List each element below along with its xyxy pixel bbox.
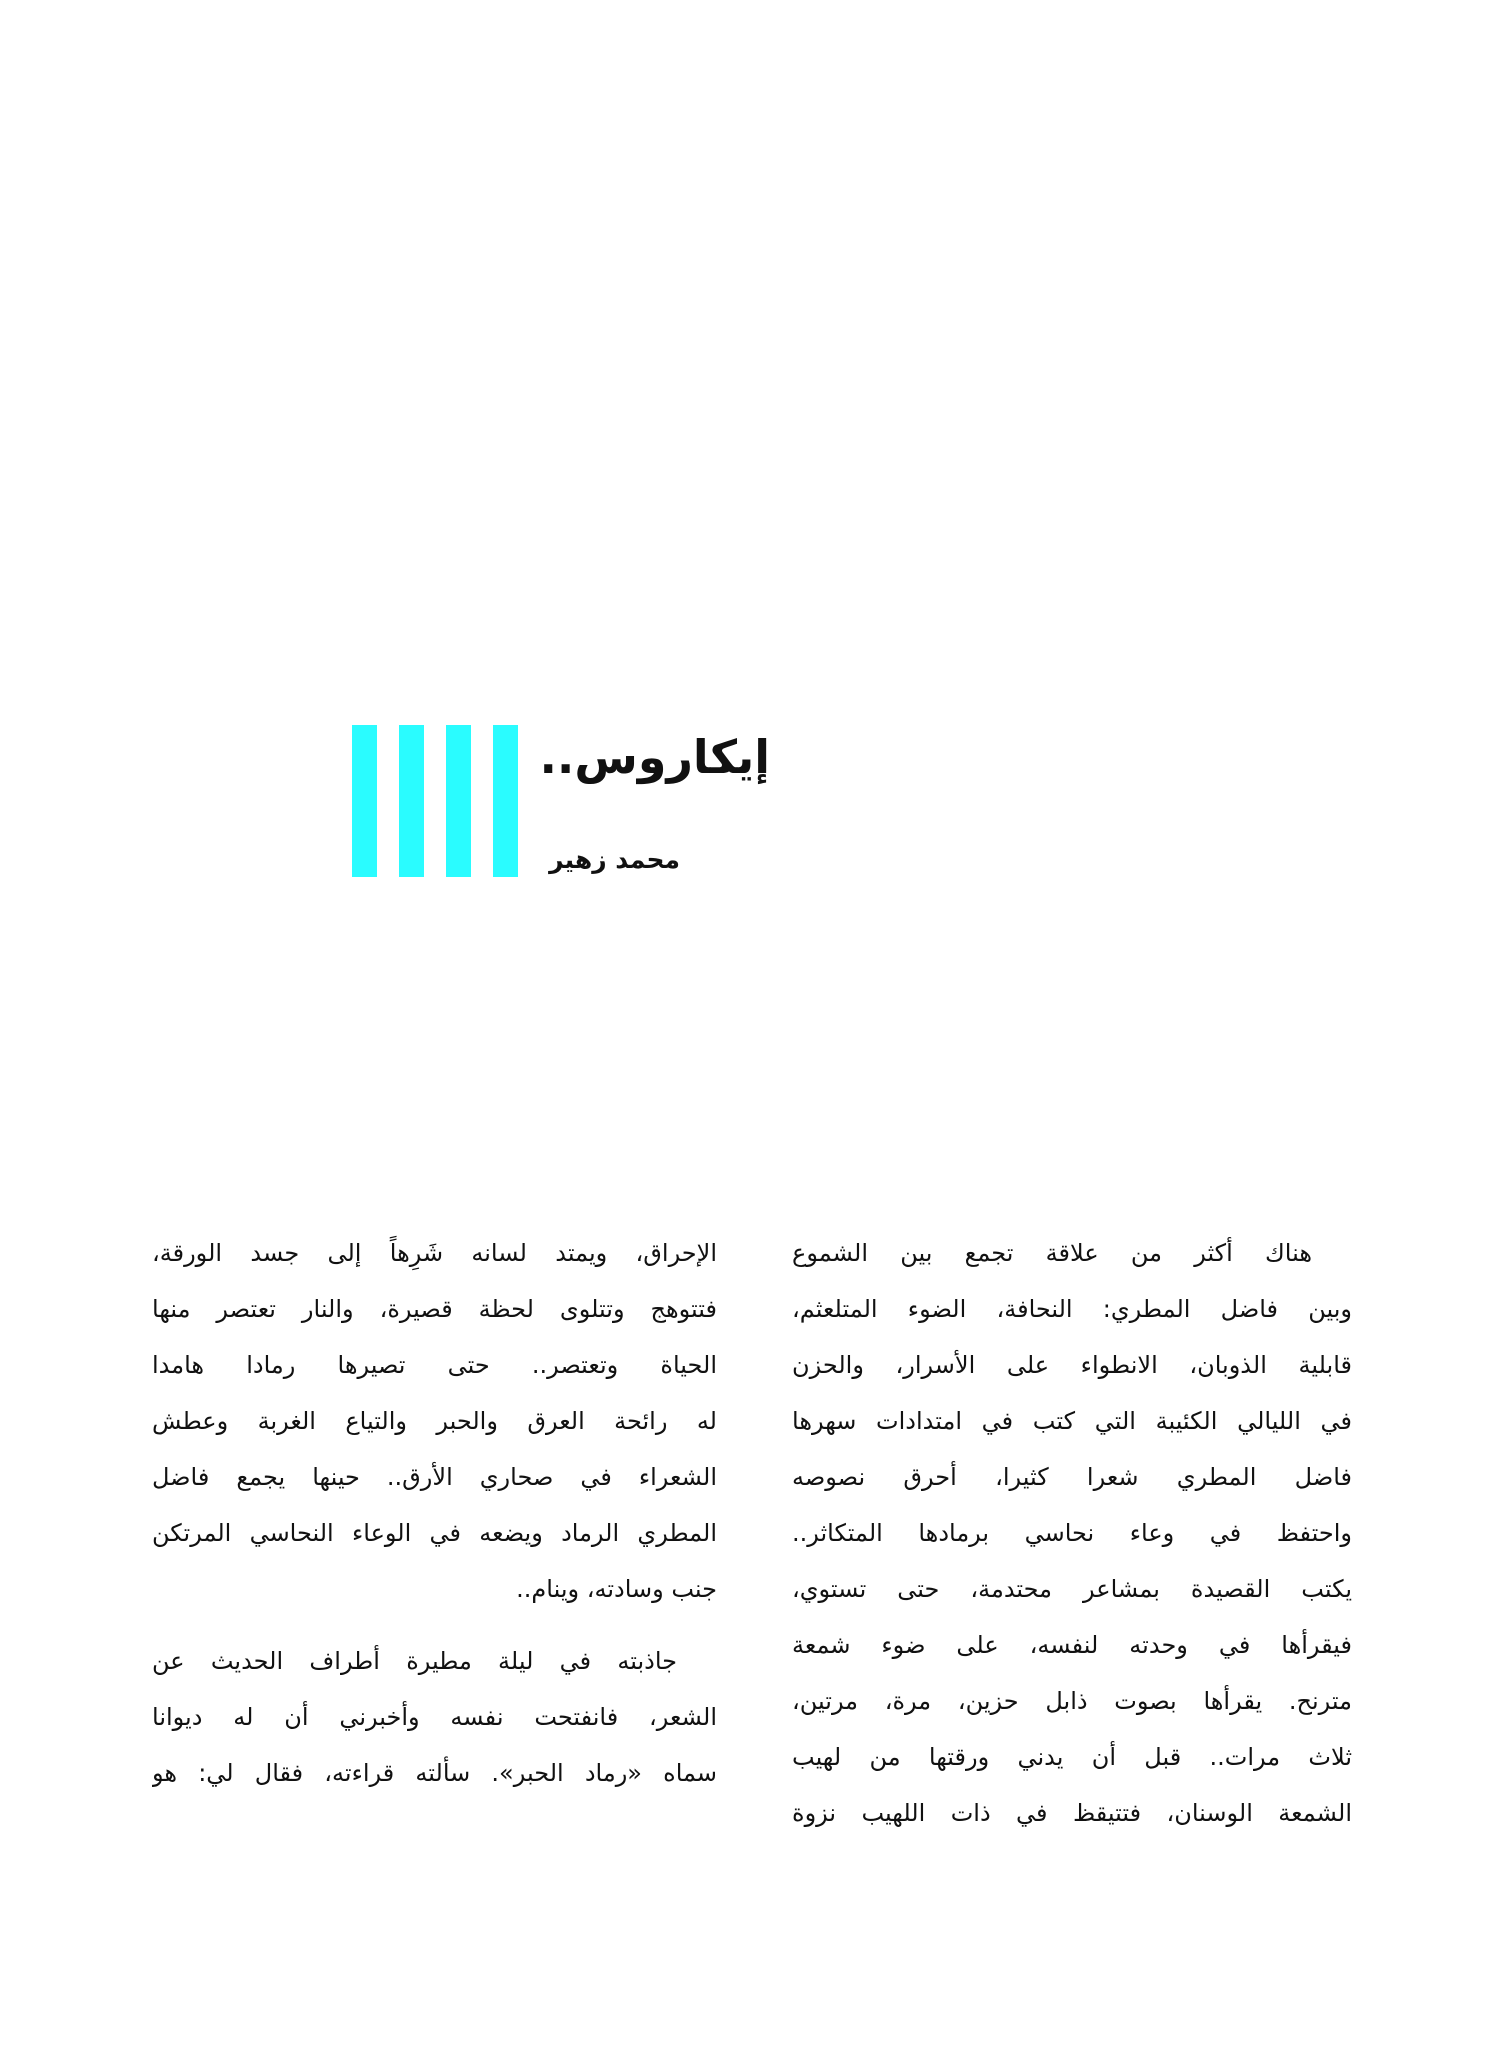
text-line: الإحراق، ويمتد لسانه شَرِهاً إلى جسد الورقة،	[152, 1239, 717, 1267]
text-line: المطري الرماد ويضعه في الوعاء النحاسي المرتكن	[152, 1519, 717, 1547]
text-column-right	[792, 1225, 1352, 1841]
accent-bar-1	[352, 725, 377, 877]
text-line: فاضل المطري شعرا كثيرا، أحرق نصوصه	[792, 1463, 1352, 1491]
text-line: جنب وسادته، وينام..	[516, 1575, 717, 1603]
text-column-left	[152, 1225, 717, 1801]
text-line: واحتفظ في وعاء نحاسي برمادها المتكاثر..	[792, 1519, 1352, 1547]
text-line: هناك أكثر من علاقة تجمع بين الشموع	[792, 1239, 1312, 1267]
text-line: وبين فاضل المطري: النحافة، الضوء المتلعثم،	[792, 1295, 1352, 1323]
paragraph-gap	[152, 1617, 717, 1633]
text-line: سماه «رماد الحبر». سألته قراءته، فقال لي: هو	[152, 1759, 717, 1787]
accent-bar-3	[446, 725, 471, 877]
text-line: الشمعة الوسنان، فتتيقظ في ذات اللهيب نزوة	[792, 1799, 1352, 1827]
accent-bar-4	[493, 725, 518, 877]
accent-bar-2	[399, 725, 424, 877]
decorative-bars	[352, 725, 517, 877]
text-line: ثلاث مرات.. قبل أن يدني ورقتها من لهيب	[792, 1743, 1352, 1771]
article-title: إيكاروس..	[539, 730, 770, 784]
text-line: الحياة وتعتصر.. حتى تصيرها رمادا هامدا	[152, 1351, 717, 1379]
text-line: له رائحة العرق والحبر والتياع الغربة وعطش	[152, 1407, 717, 1435]
text-line: جاذبته في ليلة مطيرة أطراف الحديث عن	[152, 1647, 677, 1675]
article-author: محمد زهير	[549, 845, 680, 874]
text-line: الشعراء في صحاري الأرق.. حينها يجمع فاضل	[152, 1463, 717, 1491]
text-line: في الليالي الكئيبة التي كتب في امتدادات سهرها	[792, 1407, 1352, 1435]
text-line: فيقرأها في وحدته لنفسه، على ضوء شمعة	[792, 1631, 1352, 1659]
text-line: الشعر، فانفتحت نفسه وأخبرني أن له ديوانا	[152, 1703, 717, 1731]
text-line: مترنح. يقرأها بصوت ذابل حزين، مرة، مرتين،	[792, 1687, 1352, 1715]
text-line: يكتب القصيدة بمشاعر محتدمة، حتى تستوي،	[792, 1575, 1352, 1603]
text-line: قابلية الذوبان، الانطواء على الأسرار، والحزن	[792, 1351, 1352, 1379]
text-line: فتتوهج وتتلوى لحظة قصيرة، والنار تعتصر منها	[152, 1295, 717, 1323]
